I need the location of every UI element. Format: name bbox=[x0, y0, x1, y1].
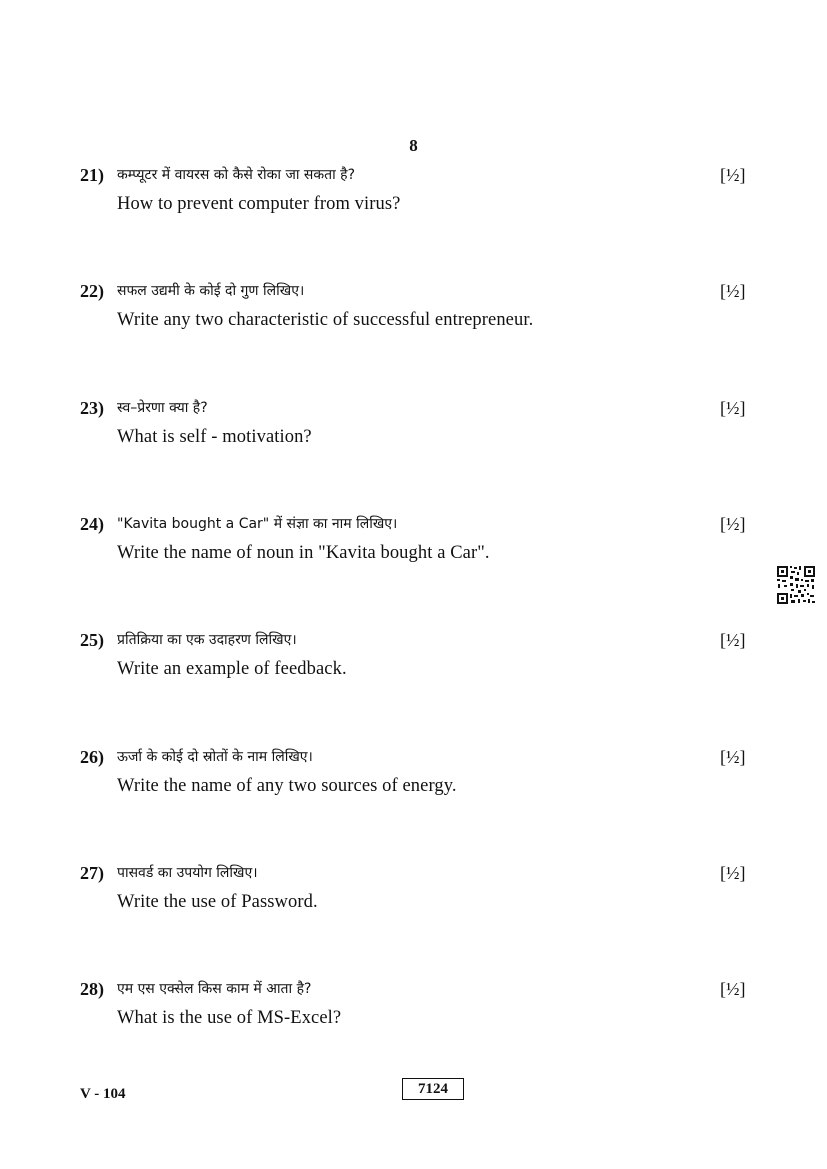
question-hindi-text: सफल उद्यमी के कोई दो गुण लिखिए। bbox=[117, 283, 305, 299]
question-number: 28) bbox=[80, 979, 104, 999]
question-number: 22) bbox=[80, 281, 104, 301]
question-hindi-text: स्व–प्रेरणा क्या है? bbox=[117, 400, 208, 416]
question-hindi-text: पासवर्ड का उपयोग लिखिए। bbox=[117, 865, 258, 881]
question-24 bbox=[0, 513, 827, 593]
question-number: 25) bbox=[80, 630, 104, 650]
question-21 bbox=[0, 164, 827, 244]
question-26 bbox=[0, 746, 827, 826]
qr-code-icon bbox=[776, 565, 816, 605]
question-english-text: How to prevent computer from virus? bbox=[117, 194, 401, 214]
question-marks: [½] bbox=[720, 863, 746, 883]
question-28 bbox=[0, 978, 827, 1058]
question-hindi-text: कम्प्यूटर में वायरस को कैसे रोका जा सकता है? bbox=[117, 167, 356, 183]
question-english-text: What is the use of MS-Excel? bbox=[117, 1008, 342, 1028]
question-number: 27) bbox=[80, 863, 104, 883]
question-hindi-text: प्रतिक्रिया का एक उदाहरण लिखिए। bbox=[117, 632, 297, 648]
question-hindi-text: ऊर्जा के कोई दो स्रोतों के नाम लिखिए। bbox=[117, 749, 313, 765]
question-english-text: Write any two characteristic of successful entrepreneur. bbox=[117, 310, 534, 330]
question-marks: [½] bbox=[720, 165, 746, 185]
question-english-text: Write the name of noun in "Kavita bought a Car". bbox=[117, 543, 490, 563]
question-25 bbox=[0, 629, 827, 709]
question-number: 23) bbox=[80, 398, 104, 418]
paper-code: V - 104 bbox=[80, 1086, 126, 1102]
question-hindi-text: एम एस एक्सेल किस काम में आता है? bbox=[117, 981, 312, 997]
page-number: 8 bbox=[409, 136, 418, 155]
question-english-text: Write the name of any two sources of energy. bbox=[117, 776, 457, 796]
question-number: 24) bbox=[80, 514, 104, 534]
question-marks: [½] bbox=[720, 514, 746, 534]
question-marks: [½] bbox=[720, 979, 746, 999]
question-english-text: Write the use of Password. bbox=[117, 892, 318, 912]
question-marks: [½] bbox=[720, 398, 746, 418]
question-marks: [½] bbox=[720, 281, 746, 301]
question-23 bbox=[0, 397, 827, 477]
question-number: 21) bbox=[80, 165, 104, 185]
question-27 bbox=[0, 862, 827, 942]
question-marks: [½] bbox=[720, 747, 746, 767]
question-number: 26) bbox=[80, 747, 104, 767]
question-hindi-text: "Kavita bought a Car" में संज्ञा का नाम लिखिए। bbox=[117, 516, 398, 532]
question-english-text: What is self - motivation? bbox=[117, 427, 312, 447]
question-22 bbox=[0, 280, 827, 360]
paper-number-box: 7124 bbox=[402, 1078, 464, 1100]
question-marks: [½] bbox=[720, 630, 746, 650]
question-english-text: Write an example of feedback. bbox=[117, 659, 347, 679]
